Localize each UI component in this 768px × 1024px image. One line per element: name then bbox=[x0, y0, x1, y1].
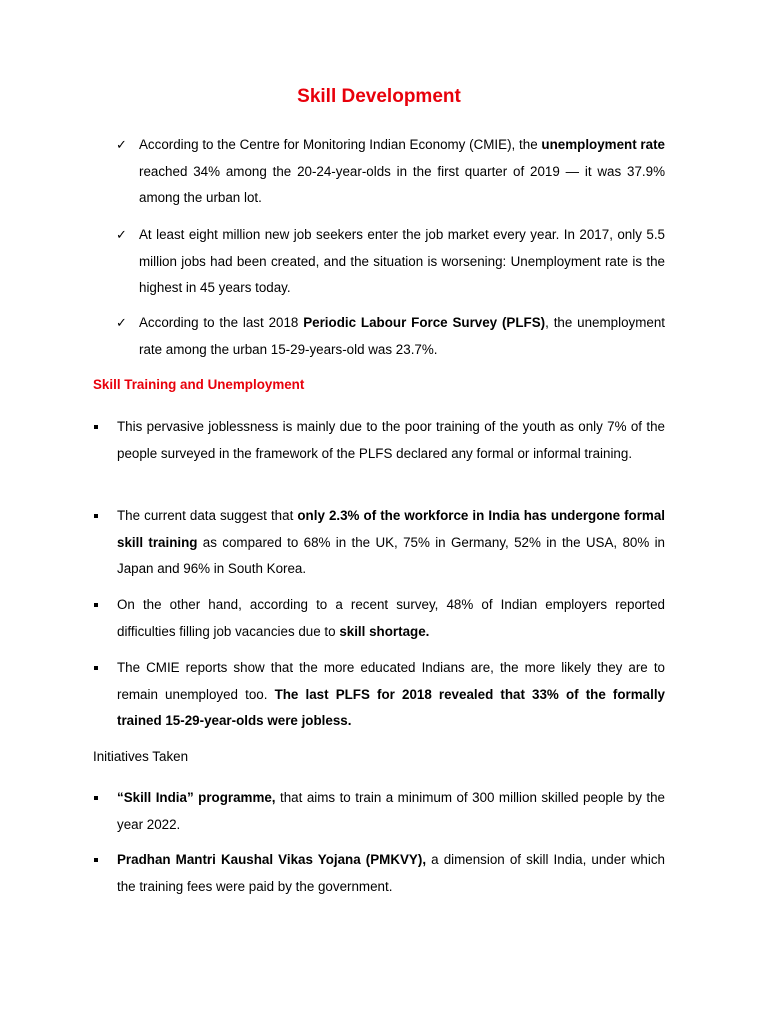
text-run: At least eight million new job seekers enter the job market every year. In 2017, only 5.5 million jobs had been created, and the situation is worsening: Unemployment rate is the highest in 45 years today. bbox=[139, 227, 665, 295]
check-item-paragraph bbox=[139, 310, 665, 363]
bullet-item-paragraph bbox=[117, 414, 665, 467]
bullet-item-paragraph bbox=[117, 655, 665, 735]
bold-text-run: skill shortage. bbox=[339, 623, 430, 639]
checkmark-icon: ✓ bbox=[116, 227, 127, 242]
page-title: Skill Development bbox=[297, 86, 461, 107]
bold-text-run: “Skill India” programme, bbox=[117, 790, 276, 805]
check-item-paragraph bbox=[139, 132, 665, 212]
bold-text-run: only 2.3% of the workforce in India has undergone formal skill training bbox=[117, 508, 665, 550]
text-run: According to the last 2018 bbox=[139, 315, 304, 330]
square-bullet-icon bbox=[94, 858, 98, 862]
text-run: reached 34% among the 20-24-year-olds in the first quarter of 2019 — it was 37.9% among the urban lot. bbox=[139, 163, 665, 205]
bullet-item-paragraph bbox=[117, 592, 665, 645]
text-run: The CMIE reports show that the more educated Indians are, the more likely they are to remain unemployed too. bbox=[117, 660, 665, 702]
bold-text-run: The last PLFS for 2018 revealed that 33% of the formally trained 15-29-year-olds were jobless. bbox=[117, 686, 665, 728]
text-run: The current data suggest that bbox=[117, 508, 298, 523]
section-heading-skill-training: Skill Training and Unemployment bbox=[93, 377, 305, 392]
square-bullet-icon bbox=[94, 603, 98, 607]
text-run: , the unemployment rate among the urban 15-29-years-old was 23.7%. bbox=[139, 315, 665, 357]
square-bullet-icon bbox=[94, 514, 98, 518]
bullet-item-paragraph bbox=[117, 847, 665, 900]
section-heading-initiatives: Initiatives Taken bbox=[93, 749, 189, 764]
bullet-item-paragraph bbox=[117, 503, 665, 583]
text-run: that aims to train a minimum of 300 million skilled people by the year 2022. bbox=[117, 790, 665, 832]
text-run: as compared to 68% in the UK, 75% in Germany, 52% in the USA, 80% in Japan and 96% in South Korea. bbox=[117, 534, 666, 576]
checkmark-icon: ✓ bbox=[116, 315, 127, 330]
text-run: a dimension of skill India, under which the training fees were paid by the government. bbox=[117, 852, 665, 894]
text-run: This pervasive joblessness is mainly due to the poor training of the youth as only 7% of the people surveyed in the framework of the PLFS declared any formal or informal training. bbox=[117, 419, 665, 461]
checkmark-icon: ✓ bbox=[116, 137, 127, 152]
text-run: On the other hand, according to a recent survey, 48% of Indian employers reported difficulties filling job vacancies due to bbox=[117, 597, 665, 639]
bullet-item-paragraph bbox=[117, 785, 665, 838]
bold-text-run: Periodic Labour Force Survey (PLFS) bbox=[303, 315, 546, 330]
bold-text-run: Pradhan Mantri Kaushal Vikas Yojana (PMKVY), bbox=[117, 852, 427, 867]
bold-text-run: unemployment rate bbox=[541, 137, 665, 152]
square-bullet-icon bbox=[94, 666, 98, 670]
text-run: According to the Centre for Monitoring Indian Economy (CMIE), the bbox=[139, 137, 542, 152]
square-bullet-icon bbox=[94, 796, 98, 800]
check-item-paragraph bbox=[139, 222, 665, 302]
square-bullet-icon bbox=[94, 425, 98, 429]
